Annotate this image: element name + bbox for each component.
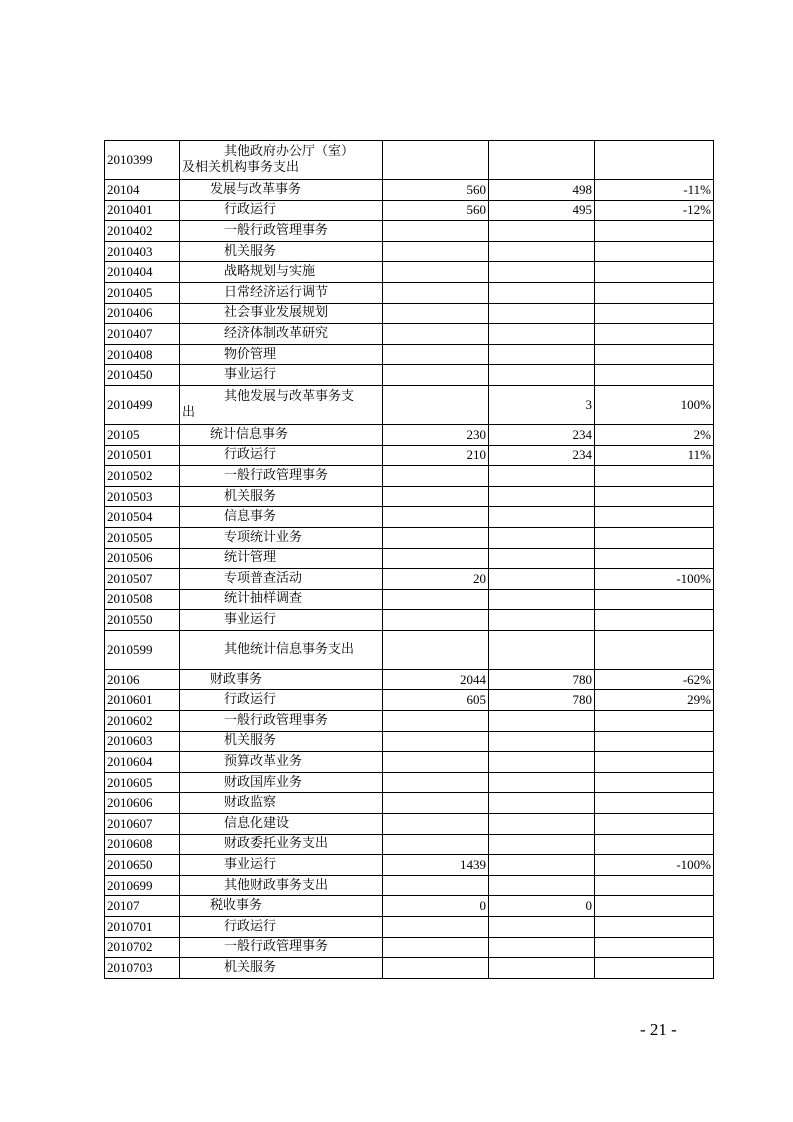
table-row <box>105 241 714 262</box>
table-row <box>105 486 714 507</box>
row-name-text: 统计信息事务 <box>210 426 289 442</box>
row-change <box>595 141 714 180</box>
row-prev <box>383 507 489 528</box>
row-name-text: 事业运行 <box>224 367 277 383</box>
row-curr <box>489 855 595 876</box>
row-code: 2010404 <box>105 262 180 283</box>
row-name <box>180 507 383 528</box>
row-name-text: 行政运行 <box>224 918 277 934</box>
row-code: 2010703 <box>105 958 180 979</box>
row-name-text: 行政运行 <box>224 447 277 463</box>
row-code: 2010699 <box>105 875 180 896</box>
row-code: 2010607 <box>105 814 180 835</box>
row-curr <box>489 527 595 548</box>
row-prev <box>383 630 489 669</box>
table-row <box>105 527 714 548</box>
row-change: 11% <box>595 445 714 466</box>
row-name-text: 一般行政管理事务 <box>224 467 329 483</box>
row-name <box>180 282 383 303</box>
row-name-text: 事业运行 <box>224 857 277 873</box>
row-change <box>595 589 714 610</box>
table-row <box>105 569 714 590</box>
row-name <box>180 180 383 201</box>
row-change <box>595 917 714 938</box>
row-change: -12% <box>595 200 714 221</box>
row-name-line1: 其他政府办公厅（室） <box>224 144 355 159</box>
row-name-text: 统计抽样调查 <box>224 591 303 607</box>
row-name <box>180 548 383 569</box>
table-row <box>105 917 714 938</box>
row-change <box>595 896 714 917</box>
row-name-text: 财政委托业务支出 <box>224 836 329 852</box>
row-prev <box>383 141 489 180</box>
row-name-text: 机关服务 <box>224 733 277 749</box>
row-prev <box>383 303 489 324</box>
row-prev <box>383 958 489 979</box>
row-name-text: 其他财政事务支出 <box>224 877 329 893</box>
row-name <box>180 793 383 814</box>
row-name-text: 物价管理 <box>224 346 277 362</box>
row-prev <box>383 221 489 242</box>
row-name <box>180 241 383 262</box>
row-change <box>595 814 714 835</box>
row-curr <box>489 610 595 631</box>
row-name-text: 专项统计业务 <box>224 529 303 545</box>
row-prev <box>383 344 489 365</box>
row-curr: 234 <box>489 424 595 445</box>
row-name <box>180 772 383 793</box>
row-name-text: 信息化建设 <box>224 815 290 831</box>
row-change <box>595 486 714 507</box>
row-name-text: 机关服务 <box>224 488 277 504</box>
table-row <box>105 896 714 917</box>
row-code: 2010604 <box>105 752 180 773</box>
row-prev <box>383 917 489 938</box>
row-prev <box>383 262 489 283</box>
row-change <box>595 365 714 386</box>
row-prev <box>383 241 489 262</box>
row-name <box>180 610 383 631</box>
row-prev: 560 <box>383 200 489 221</box>
row-curr <box>489 303 595 324</box>
row-curr <box>489 241 595 262</box>
row-prev <box>383 589 489 610</box>
row-curr <box>489 344 595 365</box>
row-change <box>595 324 714 345</box>
row-prev <box>383 731 489 752</box>
row-code: 2010450 <box>105 365 180 386</box>
row-curr <box>489 711 595 732</box>
row-name-line2: 及相关机构事务支出 <box>182 160 300 175</box>
table-row <box>105 589 714 610</box>
table-row <box>105 424 714 445</box>
row-change <box>595 507 714 528</box>
row-name-text: 机关服务 <box>224 243 277 259</box>
row-prev <box>383 527 489 548</box>
row-curr: 0 <box>489 896 595 917</box>
row-curr <box>489 569 595 590</box>
row-name <box>180 200 383 221</box>
row-name-text: 战略规划与实施 <box>224 264 316 280</box>
row-curr <box>489 630 595 669</box>
row-name <box>180 221 383 242</box>
row-prev <box>383 385 489 424</box>
row-code: 20106 <box>105 669 180 690</box>
row-curr: 498 <box>489 180 595 201</box>
row-name-line2: 出 <box>182 404 196 420</box>
row-code: 2010501 <box>105 445 180 466</box>
row-change: -100% <box>595 569 714 590</box>
row-curr <box>489 875 595 896</box>
row-name <box>180 445 383 466</box>
table-row <box>105 344 714 365</box>
row-prev <box>383 711 489 732</box>
row-code: 2010405 <box>105 282 180 303</box>
table-row <box>105 772 714 793</box>
row-change <box>595 221 714 242</box>
row-change <box>595 793 714 814</box>
row-name-text: 财政国库业务 <box>224 774 303 790</box>
row-name-text: 事业运行 <box>224 612 277 628</box>
row-prev <box>383 793 489 814</box>
row-name-text: 行政运行 <box>224 692 277 708</box>
row-change <box>595 527 714 548</box>
row-name <box>180 937 383 958</box>
row-change <box>595 282 714 303</box>
row-name <box>180 141 383 180</box>
row-prev <box>383 365 489 386</box>
row-name <box>180 855 383 876</box>
row-code: 2010504 <box>105 507 180 528</box>
table-row <box>105 669 714 690</box>
row-curr <box>489 324 595 345</box>
row-name <box>180 344 383 365</box>
row-curr <box>489 486 595 507</box>
row-change <box>595 834 714 855</box>
row-change <box>595 610 714 631</box>
row-name <box>180 834 383 855</box>
row-curr <box>489 589 595 610</box>
row-name-text: 预算改革业务 <box>224 754 303 770</box>
table-row <box>105 793 714 814</box>
table-row <box>105 958 714 979</box>
row-prev <box>383 814 489 835</box>
row-code: 2010399 <box>105 141 180 180</box>
row-curr <box>489 917 595 938</box>
table-row <box>105 690 714 711</box>
row-name <box>180 896 383 917</box>
row-curr <box>489 466 595 487</box>
row-curr <box>489 752 595 773</box>
row-change <box>595 937 714 958</box>
row-code: 2010702 <box>105 937 180 958</box>
row-change: 29% <box>595 690 714 711</box>
row-change <box>595 958 714 979</box>
row-name <box>180 466 383 487</box>
row-code: 2010407 <box>105 324 180 345</box>
row-code: 2010505 <box>105 527 180 548</box>
row-prev: 230 <box>383 424 489 445</box>
row-code: 2010401 <box>105 200 180 221</box>
row-name <box>180 711 383 732</box>
row-name-text: 行政运行 <box>224 202 277 218</box>
row-name-text: 专项普查活动 <box>224 570 303 586</box>
row-code: 2010403 <box>105 241 180 262</box>
row-prev: 560 <box>383 180 489 201</box>
row-name-text: 财政监察 <box>224 795 277 811</box>
row-change <box>595 731 714 752</box>
row-code: 2010406 <box>105 303 180 324</box>
row-change <box>595 344 714 365</box>
row-code: 2010701 <box>105 917 180 938</box>
row-name-text: 机关服务 <box>224 959 277 975</box>
row-code: 2010599 <box>105 630 180 669</box>
row-code: 2010605 <box>105 772 180 793</box>
row-name <box>180 589 383 610</box>
table-row <box>105 855 714 876</box>
table-row <box>105 262 714 283</box>
row-name-text: 财政事务 <box>210 671 263 687</box>
row-prev: 1439 <box>383 855 489 876</box>
row-change: 2% <box>595 424 714 445</box>
row-name <box>180 875 383 896</box>
budget-table <box>104 140 714 979</box>
table-row <box>105 834 714 855</box>
table-row <box>105 875 714 896</box>
row-prev <box>383 752 489 773</box>
row-change <box>595 711 714 732</box>
table-row <box>105 221 714 242</box>
row-change <box>595 548 714 569</box>
row-curr <box>489 507 595 528</box>
row-change <box>595 752 714 773</box>
row-curr <box>489 141 595 180</box>
row-code: 2010650 <box>105 855 180 876</box>
row-change: -11% <box>595 180 714 201</box>
row-name <box>180 569 383 590</box>
row-curr <box>489 772 595 793</box>
table-row <box>105 548 714 569</box>
table-row <box>105 180 714 201</box>
row-name <box>180 527 383 548</box>
row-name-text: 税收事务 <box>210 898 263 914</box>
row-prev <box>383 834 489 855</box>
row-code: 2010608 <box>105 834 180 855</box>
row-name <box>180 424 383 445</box>
row-change <box>595 630 714 669</box>
row-prev: 210 <box>383 445 489 466</box>
row-name <box>180 690 383 711</box>
table-row <box>105 507 714 528</box>
row-code: 2010601 <box>105 690 180 711</box>
row-name <box>180 752 383 773</box>
table-row <box>105 610 714 631</box>
row-code: 2010602 <box>105 711 180 732</box>
row-curr <box>489 731 595 752</box>
row-curr <box>489 814 595 835</box>
row-name <box>180 917 383 938</box>
row-name-text: 经济体制改革研究 <box>224 325 329 341</box>
table-row <box>105 282 714 303</box>
row-name <box>180 958 383 979</box>
row-code: 2010402 <box>105 221 180 242</box>
table-row <box>105 445 714 466</box>
row-name-text: 一般行政管理事务 <box>224 712 329 728</box>
row-change <box>595 466 714 487</box>
page-number: - 21 - <box>640 1020 677 1039</box>
row-name <box>180 814 383 835</box>
row-name-text: 一般行政管理事务 <box>224 939 329 955</box>
row-code: 2010503 <box>105 486 180 507</box>
table-row <box>105 711 714 732</box>
row-curr: 780 <box>489 669 595 690</box>
row-curr <box>489 221 595 242</box>
row-code: 2010506 <box>105 548 180 569</box>
row-name-text: 发展与改革事务 <box>210 181 302 197</box>
row-change <box>595 772 714 793</box>
row-name-text: 统计管理 <box>224 550 277 566</box>
row-name-text: 日常经济运行调节 <box>224 284 329 300</box>
row-name <box>180 669 383 690</box>
row-code: 2010499 <box>105 385 180 424</box>
row-name <box>180 262 383 283</box>
row-curr: 495 <box>489 200 595 221</box>
table-row <box>105 303 714 324</box>
table-row <box>105 937 714 958</box>
table-row <box>105 200 714 221</box>
row-name <box>180 324 383 345</box>
table-row <box>105 752 714 773</box>
row-prev: 605 <box>383 690 489 711</box>
row-name-text: 信息事务 <box>224 509 277 525</box>
row-name <box>180 303 383 324</box>
row-change <box>595 262 714 283</box>
row-curr <box>489 282 595 303</box>
row-prev <box>383 937 489 958</box>
row-change <box>595 241 714 262</box>
row-name <box>180 365 383 386</box>
row-curr <box>489 937 595 958</box>
row-prev <box>383 466 489 487</box>
row-prev <box>383 282 489 303</box>
row-name <box>180 385 383 424</box>
row-prev <box>383 772 489 793</box>
row-code: 2010507 <box>105 569 180 590</box>
row-code: 2010603 <box>105 731 180 752</box>
row-prev <box>383 324 489 345</box>
table-row <box>105 385 714 424</box>
row-curr <box>489 365 595 386</box>
row-name <box>180 630 383 669</box>
row-curr <box>489 262 595 283</box>
row-curr: 234 <box>489 445 595 466</box>
row-change <box>595 875 714 896</box>
row-code: 20104 <box>105 180 180 201</box>
row-code: 2010408 <box>105 344 180 365</box>
row-change <box>595 303 714 324</box>
row-change: -62% <box>595 669 714 690</box>
row-code: 20107 <box>105 896 180 917</box>
table-row <box>105 365 714 386</box>
row-name-text: 一般行政管理事务 <box>224 222 329 238</box>
row-curr <box>489 958 595 979</box>
row-change: -100% <box>595 855 714 876</box>
row-curr: 780 <box>489 690 595 711</box>
row-name <box>180 486 383 507</box>
table-row <box>105 141 714 180</box>
row-curr <box>489 793 595 814</box>
row-prev: 0 <box>383 896 489 917</box>
row-prev <box>383 486 489 507</box>
row-prev <box>383 548 489 569</box>
row-prev <box>383 875 489 896</box>
row-curr <box>489 548 595 569</box>
row-code: 2010502 <box>105 466 180 487</box>
row-name-text: 社会事业发展规划 <box>224 305 329 321</box>
row-name-line1: 其他发展与改革事务支 <box>224 388 355 404</box>
table-row <box>105 466 714 487</box>
row-code: 20105 <box>105 424 180 445</box>
row-prev: 2044 <box>383 669 489 690</box>
row-name-text: 其他统计信息事务支出 <box>224 641 355 657</box>
row-code: 2010508 <box>105 589 180 610</box>
row-code: 2010550 <box>105 610 180 631</box>
row-prev <box>383 610 489 631</box>
table-row <box>105 630 714 669</box>
table-row <box>105 731 714 752</box>
table-row <box>105 324 714 345</box>
row-curr: 3 <box>489 385 595 424</box>
row-change: 100% <box>595 385 714 424</box>
row-code: 2010606 <box>105 793 180 814</box>
row-prev: 20 <box>383 569 489 590</box>
row-name <box>180 731 383 752</box>
row-curr <box>489 834 595 855</box>
table-row <box>105 814 714 835</box>
